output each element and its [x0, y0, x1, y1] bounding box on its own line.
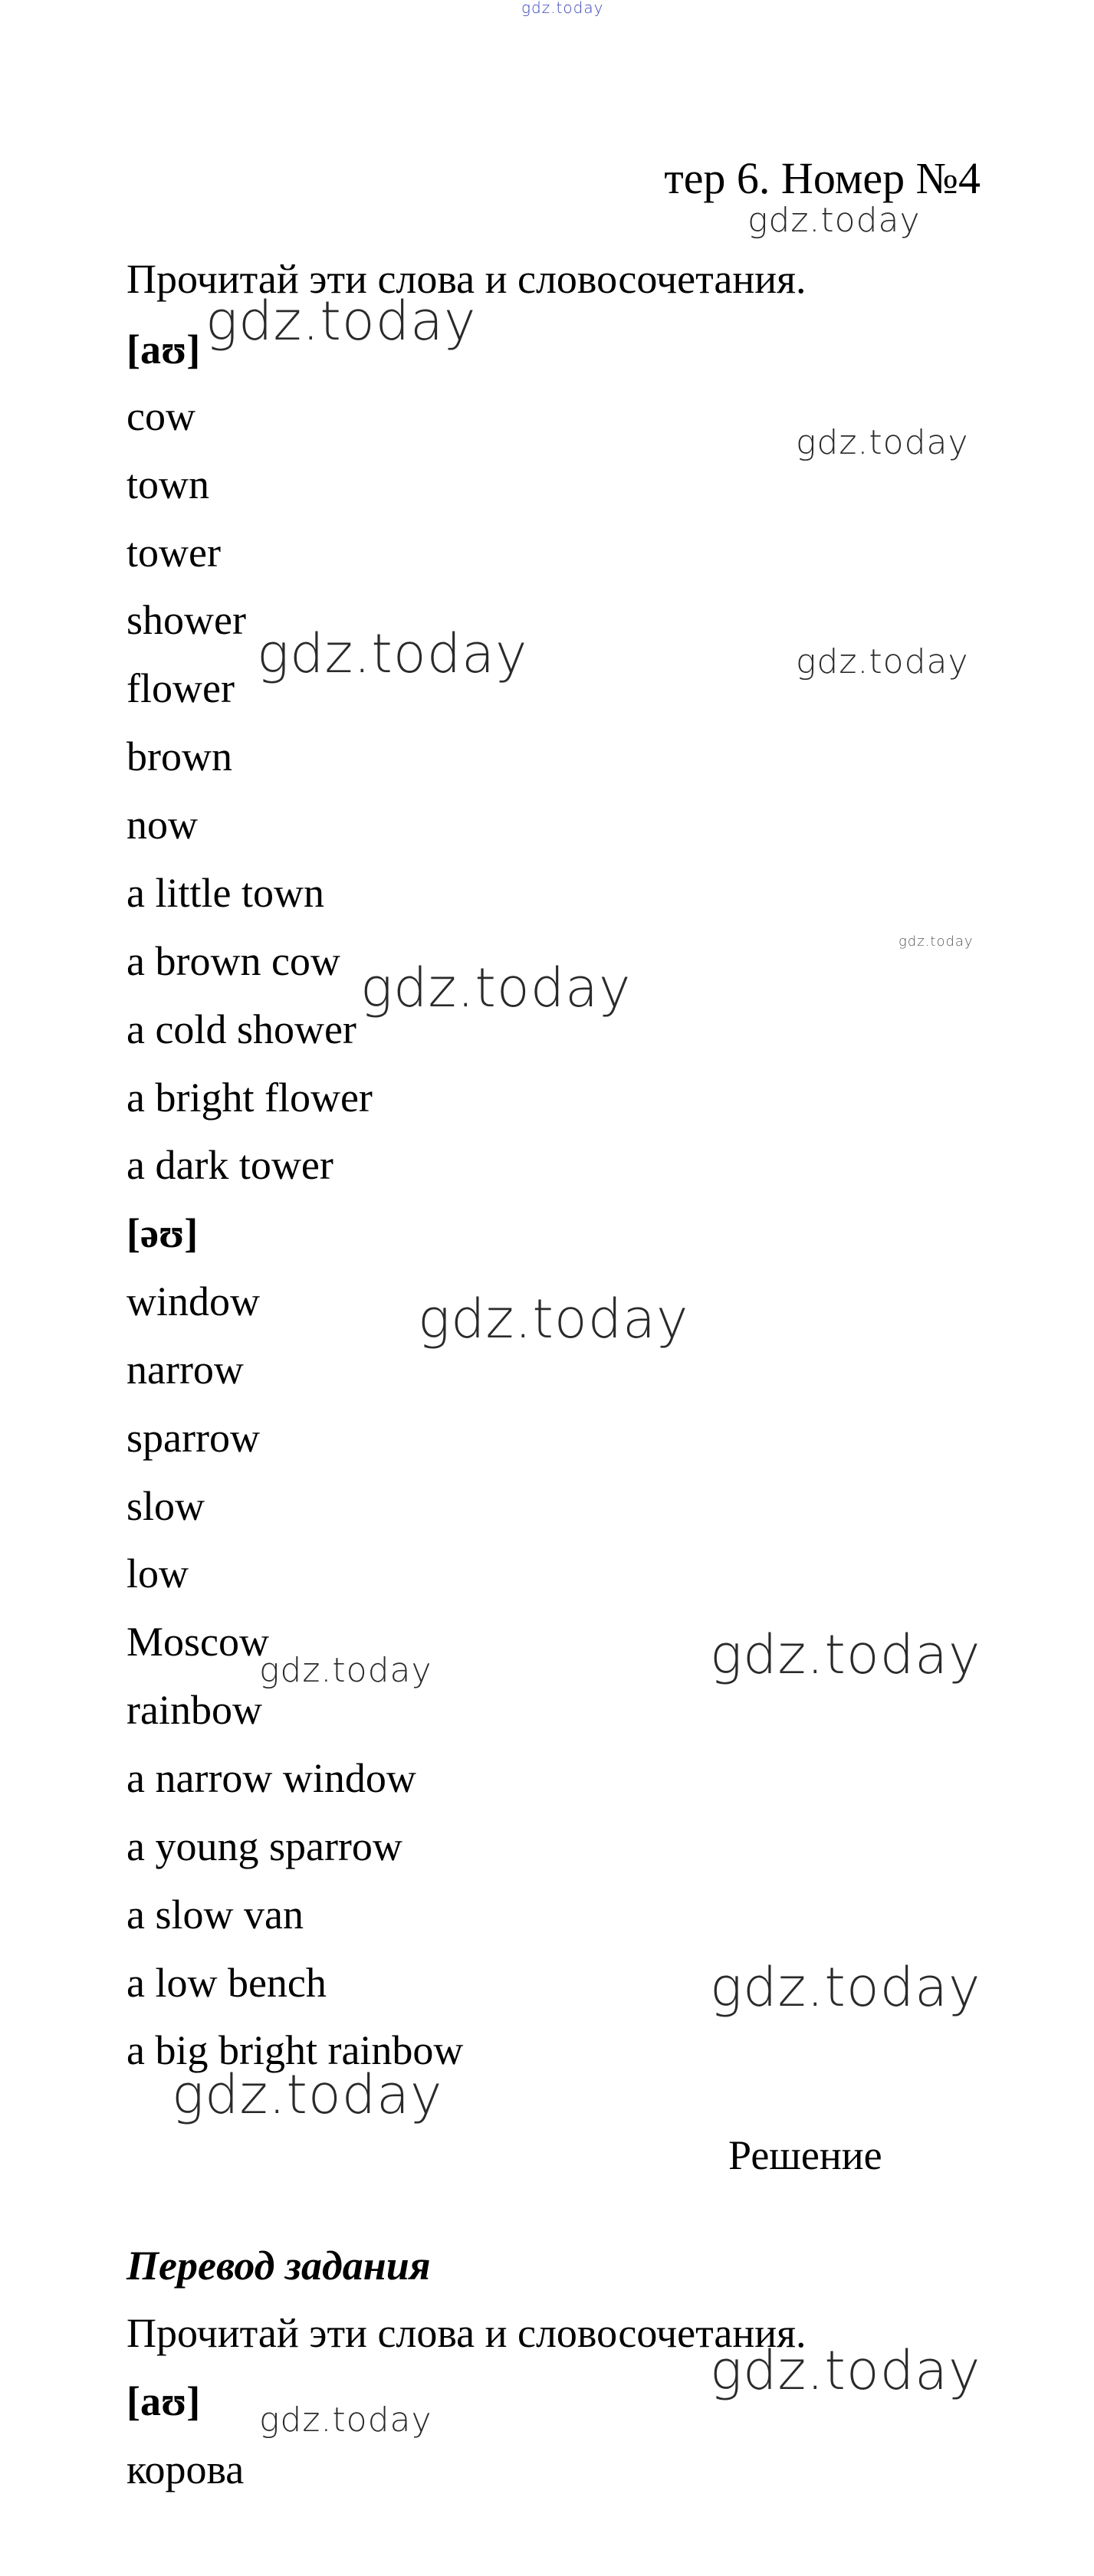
phrase-item: a young sparrow: [126, 1823, 402, 1869]
word-item: tower: [126, 530, 221, 576]
translation-instruction: Прочитай эти слова и словосочетания.: [126, 2310, 807, 2356]
watermark: gdz.today: [259, 2400, 432, 2440]
phrase-item: a cold shower: [126, 1006, 356, 1052]
page-title: тер 6. Номер №4: [664, 153, 981, 203]
watermark: gdz.today: [205, 290, 477, 353]
translation-title: Перевод задания: [126, 2243, 431, 2289]
phonetic-heading-au: [aʊ]: [126, 327, 201, 372]
phrase-item: a big bright rainbow: [126, 2027, 464, 2073]
watermark: gdz.today: [710, 1956, 981, 2019]
word-item: flower: [126, 665, 235, 711]
word-item: low: [126, 1551, 189, 1596]
watermark: gdz.today: [899, 934, 974, 950]
word-item: rainbow: [126, 1687, 262, 1733]
phrase-item: a bright flower: [126, 1075, 373, 1121]
phrase-item: a low bench: [126, 1960, 327, 2006]
word-item: window: [126, 1278, 260, 1324]
translation-phonetic-heading-au: [aʊ]: [126, 2378, 201, 2424]
phonetic-heading-ou: [əʊ]: [126, 1210, 199, 1256]
phrase-item: a slow van: [126, 1892, 304, 1938]
word-item: brown: [126, 733, 232, 779]
word-item: cow: [126, 393, 195, 439]
word-item: sparrow: [126, 1415, 260, 1461]
watermark: gdz.today: [360, 957, 632, 1019]
watermark: gdz.today: [747, 201, 921, 240]
watermark: gdz.today: [796, 642, 969, 681]
watermark: gdz.today: [521, 0, 604, 17]
watermark: gdz.today: [796, 423, 969, 462]
word-item: narrow: [126, 1347, 244, 1393]
word-item: Moscow: [126, 1619, 269, 1665]
watermark: gdz.today: [259, 1651, 432, 1690]
phrase-item: a brown cow: [126, 938, 340, 984]
word-item: town: [126, 461, 209, 507]
phrase-item: a little town: [126, 870, 324, 916]
word-item: shower: [126, 597, 246, 643]
watermark: gdz.today: [172, 2063, 443, 2126]
watermark: gdz.today: [257, 622, 528, 685]
solution-label: Решение: [728, 2132, 882, 2178]
watermark: gdz.today: [710, 2339, 981, 2402]
watermark: gdz.today: [418, 1288, 689, 1350]
task-instruction: Прочитай эти слова и словосочетания.: [126, 256, 807, 302]
word-item: now: [126, 802, 198, 848]
word-item: slow: [126, 1483, 205, 1529]
watermark: gdz.today: [710, 1623, 981, 1686]
phrase-item: a dark tower: [126, 1142, 333, 1188]
translation-word-item: корова: [126, 2446, 245, 2492]
phrase-item: a narrow window: [126, 1755, 416, 1801]
